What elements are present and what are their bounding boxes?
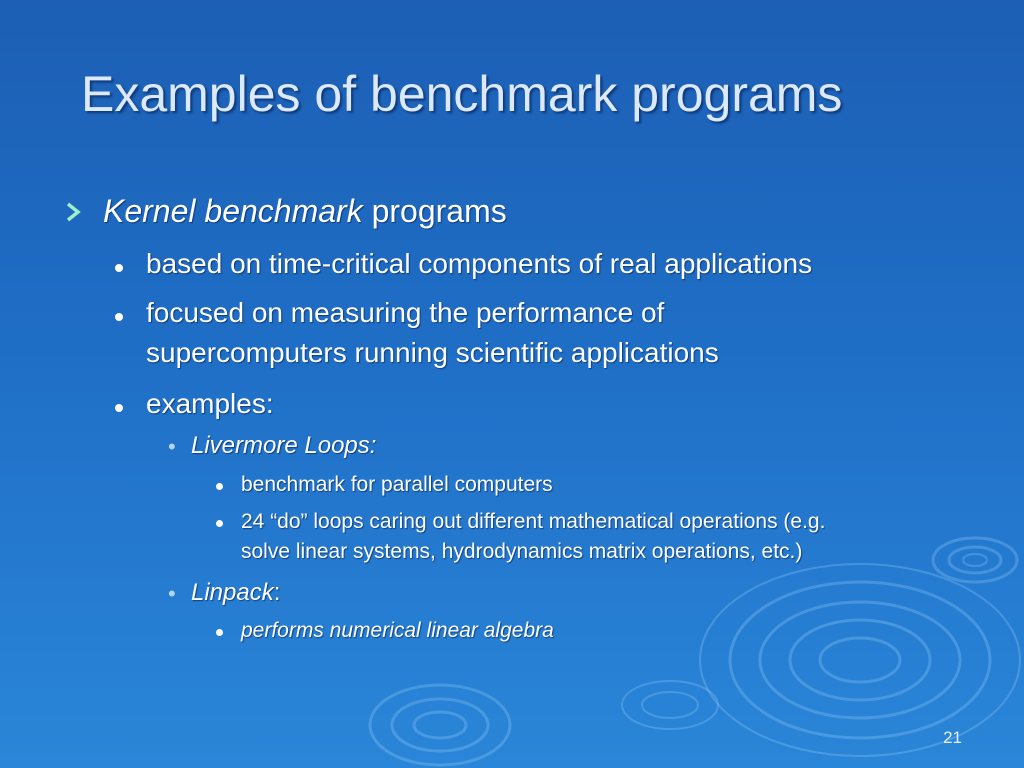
round-bullet-icon	[216, 629, 223, 636]
round-bullet-icon	[115, 313, 123, 321]
linpack-label: Linpack	[191, 579, 274, 606]
round-bullet-icon	[115, 264, 123, 272]
round-bullet-icon	[115, 404, 123, 412]
heading-line	[103, 192, 507, 230]
slide-title: Examples of benchmark programs	[81, 66, 843, 122]
livermore-item-parallel: benchmark for parallel computers	[241, 473, 553, 496]
linpack-label-line	[191, 578, 280, 608]
small-dot-bullet-icon: •	[168, 434, 176, 459]
heading-text: programs	[362, 193, 507, 229]
linpack-colon: :	[273, 579, 281, 606]
round-bullet-icon	[216, 520, 223, 527]
round-bullet-icon	[216, 483, 223, 490]
livermore-item-loops-line2: solve linear systems, hydrodynamics matrix operations, etc.)	[241, 540, 803, 563]
heading-italic-text: Kernel benchmark	[103, 193, 363, 229]
livermore-loops-label: Livermore Loops:	[191, 432, 377, 459]
small-dot-bullet-icon: •	[168, 581, 176, 606]
bullet-time-critical: based on time-critical components of real applications	[146, 248, 813, 279]
bullet-examples: examples:	[146, 388, 274, 419]
arrow-bullet-icon	[64, 200, 84, 224]
slide-number: 21	[943, 728, 962, 747]
bullet-focused-line1: focused on measuring the performance of	[146, 297, 665, 328]
bullet-focused-line2: supercomputers running scientific applications	[146, 337, 719, 368]
livermore-item-loops-line1: 24 “do” loops caring out different mathematical operations (e.g.	[241, 510, 826, 533]
linpack-item-linear-algebra: performs numerical linear algebra	[241, 619, 554, 642]
